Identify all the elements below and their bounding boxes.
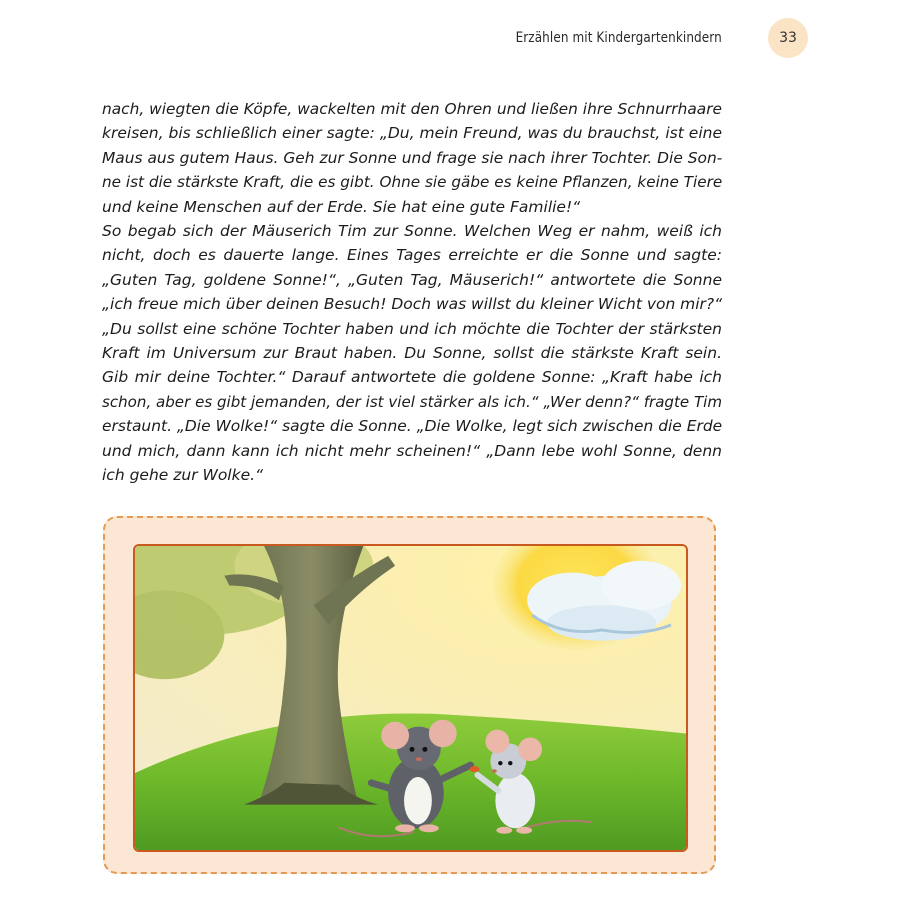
text-line: und mich, dann kann ich nicht mehr scheinen!“ „Dann lebe wohl Sonne, denn: [102, 441, 722, 460]
chapter-title: Erzählen mit Kindergartenkindern: [515, 30, 722, 46]
text-line: schon, aber es gibt jemanden, der ist viel stärker als ich.“ „Wer denn?“ fragte Tim: [102, 392, 723, 411]
page-number: 33: [779, 30, 797, 46]
text-line: nicht, doch es dauerte lange. Eines Tages erreichte er die Sonne und sagte:: [102, 246, 722, 265]
text-line: nach, wiegten die Köpfe, wackelten mit den Ohren und ließen ihre Schnurrhaare: [102, 100, 722, 118]
text-line: „Du sollst eine schöne Tochter haben und ich möchte die Tochter der stärksten: [102, 319, 722, 338]
story-text: [102, 97, 722, 488]
illustration-frame: [103, 516, 716, 874]
text-line: kreisen, bis schließlich einer sagte: „Du, mein Freund, was du brauchst, ist eine: [102, 124, 722, 143]
text-line: „ich freue mich über deinen Besuch! Doch was willst du kleiner Wicht von mir?“: [102, 295, 723, 314]
text-line: Kraft im Universum zur Braut haben. Du Sonne, sollst die stärkste Kraft sein.: [102, 344, 722, 363]
text-line: ich gehe zur Wolke.“: [102, 466, 264, 485]
text-line: und keine Menschen auf der Erde. Sie hat eine gute Familie!“: [102, 197, 581, 216]
text-line: „Guten Tag, goldene Sonne!“, „Guten Tag, Mäuserich!“ antwortete die Sonne: [102, 270, 722, 289]
illustration-art: [135, 546, 686, 850]
text-line: ne ist die stärkste Kraft, die es gibt. Ohne sie gäbe es keine Pflanzen, keine Tiere: [102, 173, 723, 192]
text-line: Maus aus gutem Haus. Geh zur Sonne und frage sie nach ihrer Tochter. Die Son-: [102, 148, 723, 167]
text-line: So begab sich der Mäuserich Tim zur Sonne. Welchen Weg er nahm, weiß ich: [102, 222, 722, 241]
text-line: erstaunt. „Die Wolke!“ sagte die Sonne. „Die Wolke, legt sich zwischen die Erde: [102, 417, 723, 436]
text-line: Gib mir deine Tochter.“ Darauf antwortete die goldene Sonne: „Kraft habe ich: [102, 368, 722, 387]
page-header: [0, 18, 900, 58]
gift-flower: [470, 766, 480, 772]
story-illustration: [133, 544, 688, 852]
page-number-badge: [768, 18, 808, 58]
